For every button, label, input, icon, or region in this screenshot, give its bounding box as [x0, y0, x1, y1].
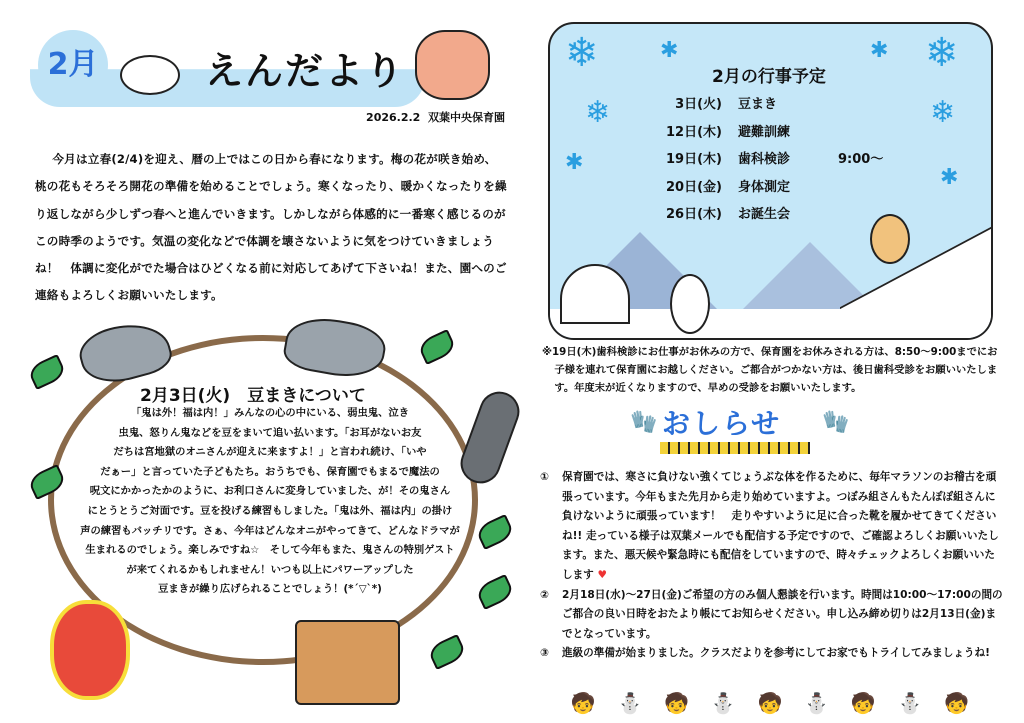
mamemaki-text: 「鬼は外！福は内！」みんなの心の中にいる、弱虫鬼、泣き 虫鬼、怒りん鬼などを豆をまいて追い払います。「お耳がないお友 だちは宮地獄のオニさんが迎えに来ますよ！」と言われ続け、「いや だぁー」と言っていた子どもたち。おうちでも、保育園でもまるで魔法の 呪文にかかったかのように、お利口さんに変身していました、が！その鬼さん にとうとうご対面です。豆を投げる練習もしました。「鬼は外、福は内」の掛け 声の練習もバッチリです。さぁ、今年はどんなオニがやってきて、どんなドラマが 生まれるのでしょう。楽しみですね☆ そして今年もまた、鬼さんの特別ゲスト が来てくれるかもしれません！いつも以上にパワーアップした 豆まきが繰り広げられることでしょう！(*´▽`*) [80, 407, 460, 596]
schedule-row: 12日(木) 避難訓練 [666, 124, 791, 140]
holly-leaf-icon [475, 574, 516, 610]
snowman-icon: ⛄ [804, 691, 830, 715]
schedule-row: 26日(木) お誕生会 [666, 207, 791, 222]
snowman-icon: ⛄ [897, 691, 923, 715]
child-icon: 🧒 [664, 691, 690, 715]
notice-item: ③ 進級の準備が始まりました。クラスだよりを参考にしてお家でもトライしてみましょうね! [540, 647, 990, 660]
red-oni-illustration [50, 600, 130, 700]
snowflake-icon: ❄ [585, 95, 611, 130]
month-badge: 2月 [38, 30, 108, 100]
snowflake-icon: ❄ [925, 30, 959, 76]
schedule-row: 19日(木) 歯科検診 9:00～ [666, 152, 884, 167]
schedule-row: 3日(火) 豆まき [675, 97, 778, 112]
snowflake-icon: ✱ [870, 38, 889, 63]
snowflake-icon: ✱ [940, 165, 959, 190]
intro-paragraph: 今月は立春(2/4)を迎え、暦の上ではこの日から春になります。梅の花が咲き始め、桃の花もそろそろ開花の準備を始めることでしょう。寒くなったり、暖かくなったりを繰り返しながら少しずつ春へと進んでいきます。しかしながら体感的に一番寒く感じるのがこの時季のようです。気温の変化などで体調を壊さないように気をつけていきましょうね！ 体調に変化がでた場合はひどくなる前に対応してあげて下さいね！また、園へのご連絡もよろしくお願いいたします。 [35, 152, 507, 303]
child-icon: 🧒 [570, 691, 596, 715]
mitten-icon: 🧤 [822, 410, 850, 435]
children-snowmen-border [560, 686, 980, 720]
mitten-icon: 🧤 [630, 410, 658, 435]
decorative-tape [660, 442, 810, 454]
snowman-icon: ⛄ [617, 691, 643, 715]
snowman-illustration [670, 274, 710, 334]
snowflake-icon: ✱ [660, 38, 679, 63]
heart-icon: ♥ [597, 568, 607, 581]
snowman-illustration [120, 55, 180, 95]
issue-date: 2026.2.2 双葉中央保育園 [366, 111, 505, 124]
osirase-title: おしらせ [662, 407, 782, 440]
mamemaki-title: 2月3日(火) 豆まきについて [140, 386, 366, 406]
oni-illustration [415, 30, 490, 100]
notice-item: ② 2月18日(水)～27日(金)ご希望の方のみ個人懇談を行います。時間は10:00～17:00の間のご都合の良い日時をおたより帳にてお知らせください。申し込み締め切りは2月13日(金)までとなっています。 [540, 588, 1003, 640]
holly-leaf-icon [417, 329, 458, 365]
bean-box-illustration [295, 620, 400, 705]
child-icon: 🧒 [757, 691, 783, 715]
notice-list [540, 468, 1005, 664]
snowflake-icon: ❄ [565, 30, 599, 76]
newsletter-title: えんだより [205, 49, 406, 93]
dental-note: ※19日(木)歯科検診にお仕事がお休みの方で、保育園をお休みされる方は、8:50～9:00までにお子様を連れて保育園にお越しください。ご都合がつかない方は、後日歯科受診をお願いいたします。年度末が近くなりますので、早めの受診をお願いいたします。 [542, 346, 998, 394]
notice-item: ① 保育園では、寒さに負けない強くてじょうぶな体を作るために、毎年マラソンのお稽古を頑張っています。今年もまた先月から走り始めていますよ。つぼみ組さんもたんぽぽ組さんに負けないように頑張っています！ 走りやすいように足に合った靴を履かせてきてくださいね!! 走っている様子は双葉メールでも配信する予定ですので、ご確認よろしくお願いいたします。また、悪天候や緊急時にも配信をしていますので、時々チェックよろしくお願いいたします ♥ [540, 471, 999, 581]
holly-leaf-icon [475, 514, 516, 550]
schedule-row: 20日(金) 身体測定 [666, 179, 791, 195]
osirase-heading [630, 402, 850, 460]
schedule-list [656, 93, 883, 231]
child-icon: 🧒 [944, 691, 970, 715]
holly-leaf-icon [427, 634, 468, 670]
snowman-icon: ⛄ [710, 691, 736, 715]
snowflake-icon: ✱ [565, 150, 584, 175]
schedule-title: 2月の行事予定 [712, 67, 826, 87]
holly-leaf-icon [27, 354, 68, 390]
snowflake-icon: ❄ [930, 95, 956, 130]
child-icon: 🧒 [850, 691, 876, 715]
